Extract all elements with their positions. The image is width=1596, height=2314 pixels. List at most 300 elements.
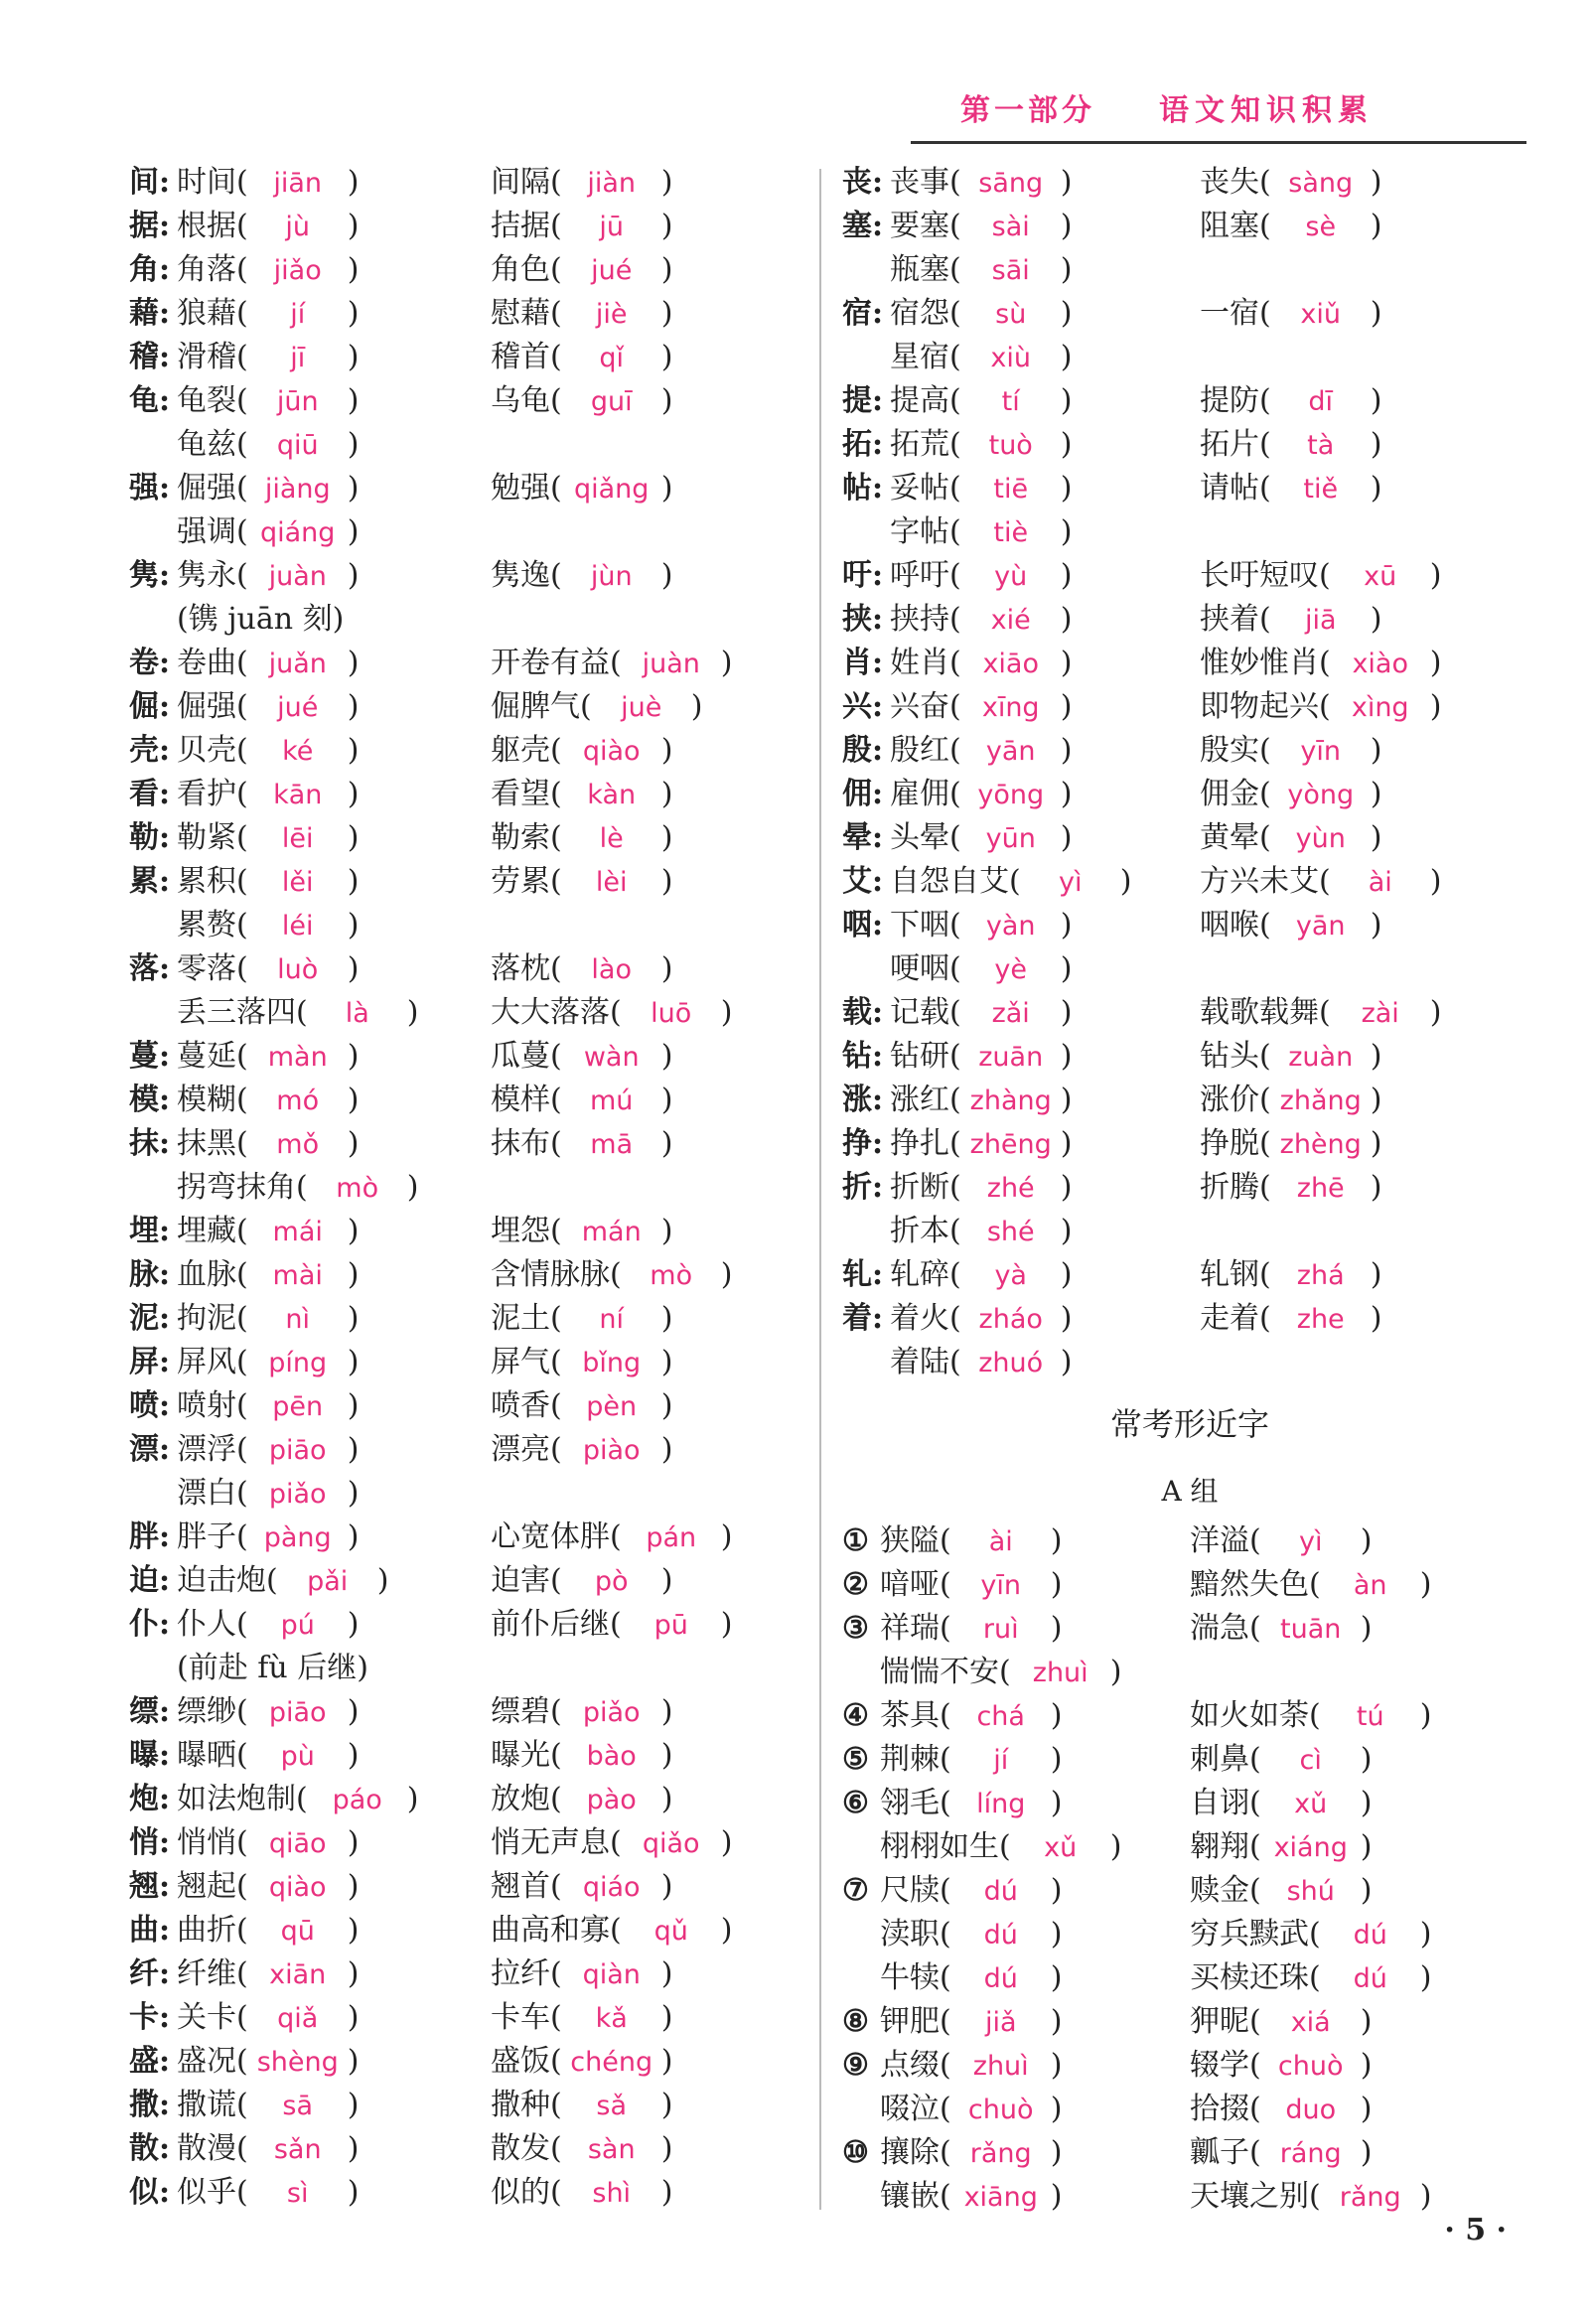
- word: 零落: [177, 951, 236, 986]
- pinyin: chuò: [1277, 2051, 1344, 2082]
- entry-1: [890, 1035, 1072, 1080]
- head-char: 丧:: [842, 165, 884, 200]
- group-title: A 组: [1161, 1475, 1219, 1508]
- pinyin: màn: [267, 1042, 328, 1073]
- close-paren: ): [1360, 1829, 1373, 1864]
- entry-2: [491, 685, 702, 730]
- entry-1: [880, 2088, 1062, 2132]
- close-paren: ): [660, 1432, 673, 1467]
- close-paren: ): [1370, 1257, 1382, 1292]
- head-char: 看:: [129, 777, 171, 811]
- pinyin: zhēng: [969, 1129, 1052, 1160]
- entry-1: [177, 1122, 359, 1167]
- close-paren: ): [660, 252, 673, 287]
- pinyin: tí: [1001, 386, 1020, 417]
- pinyin: bǐng: [582, 1348, 642, 1378]
- close-paren: ): [1060, 995, 1073, 1030]
- close-paren: ): [660, 383, 673, 418]
- pinyin: piào: [582, 1435, 641, 1466]
- open-paren: (: [550, 2000, 562, 2035]
- open-paren: (: [1259, 165, 1271, 200]
- close-paren: ): [660, 1956, 673, 1991]
- close-paren: ): [1050, 1960, 1063, 1995]
- word-row: [842, 161, 1537, 205]
- word: 星宿: [890, 340, 949, 374]
- pinyin: dú: [983, 1963, 1018, 1994]
- pinyin: xǔ: [1294, 1789, 1328, 1819]
- word: 黄晕: [1200, 820, 1259, 855]
- close-paren: ): [1419, 1567, 1432, 1602]
- pinyin: guī: [590, 386, 633, 417]
- word-row: [842, 2044, 1537, 2088]
- entry-2: [1200, 379, 1381, 424]
- close-paren: ): [347, 2088, 360, 2122]
- close-paren: ): [1050, 2092, 1063, 2126]
- entry-1: [890, 423, 1072, 468]
- head-char: 曲:: [129, 1913, 171, 1948]
- word-row: [129, 292, 804, 336]
- word: 点缀: [880, 2048, 940, 2083]
- close-paren: ): [347, 908, 360, 942]
- pinyin: sài: [991, 212, 1030, 242]
- close-paren: ): [720, 1825, 733, 1860]
- word: 泥土: [491, 1301, 550, 1336]
- entry-1: [177, 1253, 359, 1298]
- word: 间隔: [491, 165, 550, 200]
- word: 撒种: [491, 2088, 550, 2122]
- open-paren: (: [236, 2131, 248, 2166]
- word: 瓶塞: [890, 252, 949, 287]
- pinyin: qiàn: [582, 1959, 641, 1990]
- pinyin: yù: [994, 561, 1028, 592]
- right-column: [842, 161, 1537, 2219]
- open-paren: (: [1259, 1301, 1271, 1336]
- entry-1: [177, 1603, 359, 1648]
- close-paren: ): [660, 1345, 673, 1379]
- entry-2: [1200, 554, 1441, 599]
- word-row: [129, 2171, 804, 2215]
- word-row: [129, 860, 804, 904]
- entry-1: [880, 2044, 1062, 2089]
- pinyin: zhàng: [969, 1085, 1052, 1116]
- pinyin: xiǔ: [1300, 299, 1342, 330]
- close-paren: ): [406, 1782, 419, 1816]
- word-row: [842, 1607, 1537, 1651]
- open-paren: (: [610, 1519, 622, 1554]
- entry-2: [1190, 2175, 1431, 2220]
- word-row: [842, 554, 1537, 598]
- open-paren: (: [550, 471, 562, 506]
- open-paren: (: [550, 1563, 562, 1598]
- pinyin: ké: [282, 736, 314, 767]
- head-char: 艾:: [842, 864, 884, 899]
- pinyin: xiá: [1290, 2007, 1331, 2038]
- pinyin: ní: [599, 1304, 625, 1335]
- open-paren: (: [1259, 908, 1271, 942]
- close-paren: ): [1060, 558, 1073, 593]
- pinyin: mò: [650, 1260, 693, 1291]
- entry-1: [177, 1341, 359, 1385]
- pinyin: juǎn: [268, 649, 327, 679]
- open-paren: (: [940, 1960, 951, 1995]
- word-row: [842, 2000, 1537, 2044]
- open-paren: (: [550, 296, 562, 331]
- word-row: [129, 205, 804, 248]
- word-row: [842, 1166, 1537, 1210]
- pinyin: sāi: [991, 255, 1030, 286]
- pinyin: luō: [651, 998, 692, 1029]
- open-paren: (: [610, 995, 622, 1030]
- pinyin: duo: [1285, 2095, 1337, 2125]
- word-row: [129, 379, 804, 423]
- pinyin: xìng: [1351, 692, 1409, 723]
- entry-2: [1190, 2088, 1372, 2132]
- head-char: 挣:: [842, 1126, 884, 1161]
- group-number: ③: [842, 1611, 869, 1646]
- entry-1: [880, 1869, 1062, 1914]
- close-paren: ): [347, 340, 360, 374]
- entry-1: [177, 2171, 359, 2216]
- entry-2: [1200, 423, 1381, 468]
- pinyin: zhuì: [1032, 1658, 1088, 1688]
- pinyin: ài: [1368, 867, 1392, 898]
- close-paren: ): [660, 340, 673, 374]
- close-paren: ): [660, 471, 673, 506]
- pinyin: qiào: [268, 1872, 327, 1903]
- word: 看护: [177, 777, 236, 811]
- entry-2: [491, 161, 672, 206]
- word: 湍急: [1190, 1611, 1249, 1646]
- word: 倔强: [177, 689, 236, 724]
- close-paren: ): [1370, 427, 1382, 462]
- close-paren: ): [1429, 864, 1442, 899]
- word: 惟妙惟肖: [1200, 646, 1319, 680]
- word-row: [129, 248, 804, 292]
- word: 喑哑: [880, 1567, 940, 1602]
- word: 买椟还珠: [1190, 1960, 1309, 1995]
- word: 长吁短叹: [1200, 558, 1319, 593]
- pinyin: zhèng: [1279, 1129, 1362, 1160]
- close-paren: ): [1060, 209, 1073, 243]
- word: 悄无声息: [491, 1825, 610, 1860]
- close-paren: ): [347, 1257, 360, 1292]
- open-paren: (: [236, 951, 248, 986]
- pinyin: jūn: [276, 386, 319, 417]
- head-char: 蔓:: [129, 1039, 171, 1074]
- word: 姓肖: [890, 646, 949, 680]
- pinyin: mú: [590, 1085, 634, 1116]
- open-paren: (: [1319, 689, 1331, 724]
- open-paren: (: [236, 427, 248, 462]
- head-char: 脉:: [129, 1257, 171, 1292]
- open-paren: (: [949, 646, 961, 680]
- word: 下咽: [890, 908, 949, 942]
- open-paren: (: [236, 1956, 248, 1991]
- word: 方兴未艾: [1200, 864, 1319, 899]
- word: 曝光: [491, 1738, 550, 1773]
- word: 哽咽: [890, 951, 949, 986]
- close-paren: ): [347, 1913, 360, 1948]
- word: 呼吁: [890, 558, 949, 593]
- open-paren: (: [1249, 2135, 1261, 2170]
- word-row: [842, 379, 1537, 423]
- close-paren: ): [660, 1083, 673, 1117]
- close-paren: ): [1419, 1917, 1432, 1952]
- close-paren: ): [1050, 1873, 1063, 1908]
- entry-1: [890, 1166, 1072, 1211]
- entry-1: [177, 161, 359, 206]
- note: (前赴 fù 后继): [177, 1651, 368, 1685]
- close-paren: ): [1370, 165, 1382, 200]
- open-paren: (: [236, 777, 248, 811]
- word-row: [129, 1166, 804, 1210]
- open-paren: (: [940, 2179, 951, 2214]
- word: 荆棘: [880, 1742, 940, 1777]
- entry-2: [1190, 1563, 1431, 1608]
- entry-1: [177, 1865, 359, 1910]
- head-char: 殷:: [842, 733, 884, 768]
- pinyin: juè: [621, 692, 662, 723]
- word: 倔脾气: [491, 689, 580, 724]
- entry-2: [1200, 904, 1381, 948]
- close-paren: ): [660, 951, 673, 986]
- entry-2: [491, 467, 672, 511]
- head-char: 龟:: [129, 383, 171, 418]
- close-paren: ): [347, 1039, 360, 1074]
- entry-2: [491, 1516, 732, 1560]
- entry-1: [177, 1035, 359, 1080]
- head-char: 咽:: [842, 908, 884, 942]
- entry-1: [177, 1166, 418, 1211]
- open-paren: (: [236, 1913, 248, 1948]
- entry-1: [890, 379, 1072, 424]
- pinyin: xiāo: [982, 649, 1039, 679]
- open-paren: (: [580, 689, 592, 724]
- pinyin: sā: [282, 2091, 314, 2121]
- word: 自怨自艾: [890, 864, 1009, 899]
- word: 狎昵: [1190, 2004, 1249, 2039]
- open-paren: (: [236, 165, 248, 200]
- entry-2: [1200, 642, 1441, 686]
- pinyin: zhuì: [972, 2051, 1029, 2082]
- entry-1: [177, 1559, 388, 1604]
- open-paren: (: [1259, 733, 1271, 768]
- entry-1: [890, 729, 1072, 774]
- open-paren: (: [550, 165, 562, 200]
- word: 曲高和寡: [491, 1913, 610, 1948]
- open-paren: (: [1249, 1873, 1261, 1908]
- word: 角落: [177, 252, 236, 287]
- pinyin: sàn: [587, 2134, 636, 2165]
- open-paren: (: [949, 514, 961, 549]
- close-paren: ): [347, 1694, 360, 1729]
- entry-1: [177, 423, 359, 468]
- close-paren: ): [1060, 1345, 1073, 1379]
- entry-1: [890, 1341, 1072, 1385]
- pinyin: jiā: [1304, 605, 1337, 636]
- word: 似乎: [177, 2175, 236, 2210]
- pinyin: qiáo: [582, 1872, 641, 1903]
- word-row: [129, 1210, 804, 1253]
- entry-2: [1200, 598, 1381, 643]
- close-paren: ): [1060, 1039, 1073, 1074]
- pinyin: pèn: [586, 1391, 638, 1422]
- close-paren: ): [347, 1214, 360, 1248]
- open-paren: (: [236, 864, 248, 899]
- head-char: 载:: [842, 995, 884, 1030]
- open-paren: (: [949, 471, 961, 506]
- head-char: 藉:: [129, 296, 171, 331]
- word: 抹布: [491, 1126, 550, 1161]
- word-row: [842, 598, 1537, 642]
- head-char: 喷:: [129, 1388, 171, 1423]
- entry-2: [491, 379, 672, 424]
- word: 稽首: [491, 340, 550, 374]
- close-paren: ): [347, 383, 360, 418]
- open-paren: (: [236, 252, 248, 287]
- word-row: [129, 1778, 804, 1821]
- pinyin: piāo: [268, 1435, 327, 1466]
- close-paren: ): [1370, 296, 1382, 331]
- pinyin: qǔ: [653, 1916, 688, 1947]
- head-char: 据:: [129, 209, 171, 243]
- open-paren: (: [949, 820, 961, 855]
- entry-2: [1200, 816, 1381, 861]
- word: 喷射: [177, 1388, 236, 1423]
- word-row: [129, 991, 804, 1035]
- entry-2: [1200, 1035, 1381, 1080]
- head-char: 兴:: [842, 689, 884, 724]
- word: 关卡: [177, 2000, 236, 2035]
- entry-1: [890, 991, 1072, 1036]
- word-row: [842, 1079, 1537, 1122]
- entry-2: [1200, 685, 1441, 730]
- pinyin: pù: [280, 1741, 315, 1772]
- pinyin: jué: [277, 692, 319, 723]
- word: 累赘: [177, 908, 236, 942]
- word: 妥帖: [890, 471, 949, 506]
- word-row: [842, 1694, 1537, 1738]
- word: 贝壳: [177, 733, 236, 768]
- entry-2: [491, 554, 672, 599]
- entry-2: [491, 1821, 732, 1866]
- close-paren: ): [1370, 777, 1382, 811]
- close-paren: ): [660, 1388, 673, 1423]
- entry-2: [491, 1952, 672, 1997]
- open-paren: (: [550, 2175, 562, 2210]
- entry-1: [890, 685, 1072, 730]
- open-paren: (: [550, 340, 562, 374]
- word: 迫击炮: [177, 1563, 266, 1598]
- pinyin: zháo: [978, 1304, 1043, 1335]
- word: 拓荒: [890, 427, 949, 462]
- word: 头晕: [890, 820, 949, 855]
- word-row: [842, 336, 1537, 379]
- entry-1: [890, 161, 1072, 206]
- open-paren: (: [1249, 2092, 1261, 2126]
- word: 如火如荼: [1190, 1698, 1309, 1733]
- close-paren: ): [1370, 1039, 1382, 1074]
- entry-2: [1200, 467, 1381, 511]
- close-paren: ): [660, 1126, 673, 1161]
- open-paren: (: [1259, 471, 1271, 506]
- close-paren: ): [660, 2088, 673, 2122]
- word: 惴惴不安: [880, 1655, 999, 1689]
- word: 折腾: [1200, 1170, 1259, 1205]
- word-row: [842, 1253, 1537, 1297]
- pinyin: qiào: [582, 736, 641, 767]
- pinyin: lěi: [281, 867, 314, 898]
- word: 翘起: [177, 1869, 236, 1904]
- entry-1: [177, 729, 359, 774]
- entry-1: [880, 1738, 1062, 1783]
- word: 劳累: [491, 864, 550, 899]
- open-paren: (: [550, 252, 562, 287]
- pinyin: zuān: [978, 1042, 1044, 1073]
- close-paren: ): [347, 733, 360, 768]
- pinyin: zǎi: [991, 998, 1030, 1029]
- header-title: 语文知识积累: [1159, 93, 1374, 128]
- pinyin: pò: [594, 1566, 629, 1597]
- open-paren: (: [236, 209, 248, 243]
- open-paren: (: [236, 1869, 248, 1904]
- open-paren: (: [1259, 296, 1271, 331]
- close-paren: ): [1370, 471, 1382, 506]
- close-paren: ): [347, 1738, 360, 1773]
- close-paren: ): [1060, 1170, 1073, 1205]
- open-paren: (: [236, 1039, 248, 1074]
- open-paren: (: [610, 1825, 622, 1860]
- entry-1: [890, 773, 1072, 817]
- open-paren: (: [940, 1873, 951, 1908]
- head-char: 倔:: [129, 689, 171, 724]
- word-row: [129, 554, 804, 598]
- entry-2: [1200, 1166, 1381, 1211]
- word: 缥缈: [177, 1694, 236, 1729]
- entry-2: [1200, 1122, 1381, 1167]
- close-paren: ): [347, 777, 360, 811]
- word-row: [842, 1956, 1537, 2000]
- open-paren: (: [550, 2088, 562, 2122]
- pinyin: dī: [1308, 386, 1334, 417]
- close-paren: ): [1050, 2135, 1063, 2170]
- entry-1: [890, 860, 1131, 905]
- pinyin: jū: [599, 212, 625, 242]
- open-paren: (: [999, 1829, 1011, 1864]
- word-row: [129, 1516, 804, 1559]
- close-paren: ): [660, 296, 673, 331]
- close-paren: ): [660, 1782, 673, 1816]
- entry-2: [1200, 161, 1381, 206]
- entry-2: [491, 860, 672, 905]
- pinyin: nì: [285, 1304, 311, 1335]
- word: 洋溢: [1190, 1523, 1249, 1558]
- close-paren: ): [1060, 340, 1073, 374]
- word: 折本: [890, 1214, 949, 1248]
- entry-2: [1190, 1956, 1431, 2001]
- head-char: 吁:: [842, 558, 884, 593]
- word: 喷香: [491, 1388, 550, 1423]
- close-paren: ): [1429, 995, 1442, 1030]
- close-paren: ): [1360, 1611, 1373, 1646]
- close-paren: ): [1360, 2092, 1373, 2126]
- entry-1: [177, 467, 359, 511]
- head-char: 塞:: [842, 209, 884, 243]
- open-paren: (: [949, 209, 961, 243]
- word: 模糊: [177, 1083, 236, 1117]
- entry-2: [1190, 1825, 1372, 1870]
- open-paren: (: [1259, 1170, 1271, 1205]
